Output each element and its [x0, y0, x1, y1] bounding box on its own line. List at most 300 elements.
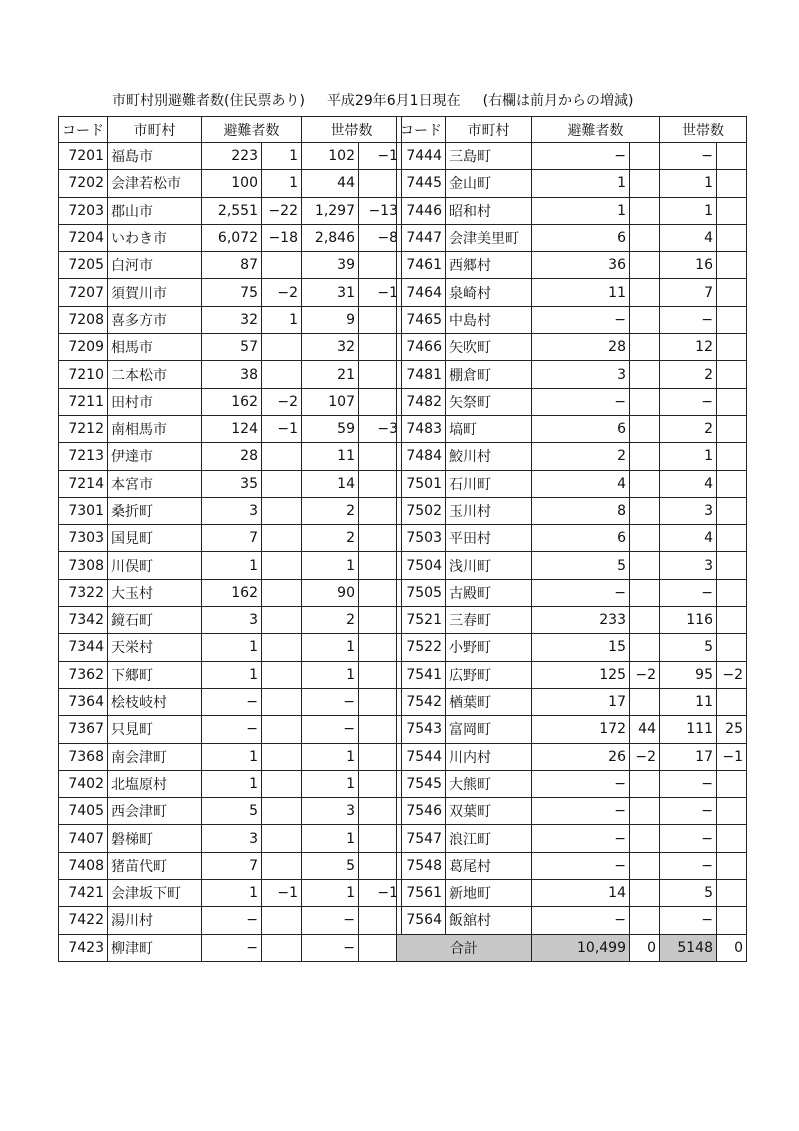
evacuees-change-cell: 1	[262, 143, 302, 170]
code-cell: 7367	[59, 716, 108, 743]
header-municipality: 市町村	[446, 117, 532, 143]
evacuees-change-cell	[262, 525, 302, 552]
evacuees-cell: 100	[202, 170, 262, 197]
households-change-cell	[717, 334, 747, 361]
evacuees-change-cell	[630, 197, 660, 224]
households-change-cell	[717, 798, 747, 825]
table-row	[397, 170, 747, 197]
code-cell: 7482	[397, 388, 446, 415]
households-cell: 5	[660, 634, 717, 661]
municipality-cell: 猪苗代町	[108, 852, 202, 879]
households-cell: 12	[660, 334, 717, 361]
households-cell: 4	[660, 224, 717, 251]
municipality-cell: 新地町	[446, 880, 532, 907]
table-row	[59, 716, 402, 743]
table-row	[59, 197, 402, 224]
table-row	[397, 470, 747, 497]
table-row	[397, 415, 747, 442]
households-cell: −	[660, 798, 717, 825]
evacuees-change-cell	[262, 852, 302, 879]
households-cell: 5	[302, 852, 359, 879]
total-label: 合計	[397, 934, 532, 961]
households-change-cell: −1	[359, 279, 402, 306]
municipality-cell: 中島村	[446, 306, 532, 333]
total-evacuees: 10,499	[532, 934, 630, 961]
municipality-cell: 本宮市	[108, 470, 202, 497]
evacuees-cell: 7	[202, 525, 262, 552]
municipality-cell: 南相馬市	[108, 415, 202, 442]
evacuees-cell: 11	[532, 279, 630, 306]
evacuees-cell: 3	[202, 497, 262, 524]
evacuees-cell: 6	[532, 224, 630, 251]
evacuees-cell: 87	[202, 252, 262, 279]
households-cell: 1	[302, 770, 359, 797]
households-cell: 16	[660, 252, 717, 279]
evacuees-change-cell	[630, 798, 660, 825]
table-row	[397, 361, 747, 388]
municipality-cell: 会津坂下町	[108, 880, 202, 907]
households-cell: −	[660, 852, 717, 879]
households-change-cell	[717, 388, 747, 415]
header-evacuees: 避難者数	[202, 117, 302, 143]
evacuees-cell: −	[532, 907, 630, 934]
households-cell: 1	[302, 880, 359, 907]
households-cell: 59	[302, 415, 359, 442]
evacuees-change-cell	[630, 224, 660, 251]
households-change-cell: −1	[359, 143, 402, 170]
code-cell: 7364	[59, 688, 108, 715]
households-cell: 1,297	[302, 197, 359, 224]
evacuees-change-cell	[262, 634, 302, 661]
evacuees-change-cell	[630, 279, 660, 306]
evacuees-change-cell	[630, 334, 660, 361]
households-cell: −	[302, 907, 359, 934]
households-cell: 111	[660, 716, 717, 743]
households-cell: 1	[660, 197, 717, 224]
municipality-cell: 富岡町	[446, 716, 532, 743]
evacuees-change-cell	[262, 688, 302, 715]
municipality-cell: 磐梯町	[108, 825, 202, 852]
table-row	[397, 798, 747, 825]
evacuees-cell: −	[532, 852, 630, 879]
header-municipality: 市町村	[108, 117, 202, 143]
households-change-cell: −1	[359, 880, 402, 907]
evacuees-change-cell	[630, 552, 660, 579]
table-row	[397, 552, 747, 579]
code-cell: 7308	[59, 552, 108, 579]
households-change-cell	[717, 443, 747, 470]
total-row	[397, 934, 747, 961]
code-cell: 7541	[397, 661, 446, 688]
households-cell: 2,846	[302, 224, 359, 251]
table-row	[397, 688, 747, 715]
evacuees-change-cell: −2	[262, 279, 302, 306]
households-cell: −	[660, 579, 717, 606]
evacuees-change-cell	[262, 716, 302, 743]
change-note: (右欄は前月からの増減)	[482, 93, 634, 109]
table-row	[59, 743, 402, 770]
households-cell: −	[660, 770, 717, 797]
code-cell: 7344	[59, 634, 108, 661]
table-row	[397, 279, 747, 306]
code-cell: 7504	[397, 552, 446, 579]
evacuees-cell: 3	[202, 607, 262, 634]
code-cell: 7546	[397, 798, 446, 825]
households-cell: 44	[302, 170, 359, 197]
evacuees-change-cell	[262, 443, 302, 470]
municipality-cell: 白河市	[108, 252, 202, 279]
evacuees-change-cell	[630, 443, 660, 470]
households-change-cell	[717, 497, 747, 524]
households-cell: −	[302, 934, 359, 961]
municipality-cell: 三春町	[446, 607, 532, 634]
right-table	[396, 116, 747, 962]
evacuees-change-cell: −2	[262, 388, 302, 415]
municipality-cell: 会津若松市	[108, 170, 202, 197]
households-change-cell	[717, 607, 747, 634]
evacuees-change-cell	[630, 388, 660, 415]
households-change-cell	[717, 224, 747, 251]
total-evacuees-change: 0	[630, 934, 660, 961]
code-cell: 7545	[397, 770, 446, 797]
households-change-cell	[717, 170, 747, 197]
households-change-cell: −13	[359, 197, 402, 224]
evacuees-change-cell	[262, 907, 302, 934]
code-cell: 7301	[59, 497, 108, 524]
municipality-cell: 大玉村	[108, 579, 202, 606]
code-cell: 7502	[397, 497, 446, 524]
households-change-cell	[717, 279, 747, 306]
municipality-cell: 小野町	[446, 634, 532, 661]
code-cell: 7368	[59, 743, 108, 770]
households-cell: 3	[660, 497, 717, 524]
table-row	[59, 552, 402, 579]
table-row	[59, 252, 402, 279]
municipality-cell: 喜多方市	[108, 306, 202, 333]
evacuees-cell: 223	[202, 143, 262, 170]
table-row	[59, 334, 402, 361]
municipality-cell: 柳津町	[108, 934, 202, 961]
table-row	[397, 907, 747, 934]
municipality-cell: 伊達市	[108, 443, 202, 470]
evacuees-cell: 26	[532, 743, 630, 770]
municipality-cell: 泉崎村	[446, 279, 532, 306]
households-change-cell	[717, 579, 747, 606]
evacuees-cell: 233	[532, 607, 630, 634]
table-row	[59, 907, 402, 934]
municipality-cell: 天栄村	[108, 634, 202, 661]
evacuees-cell: 17	[532, 688, 630, 715]
evacuees-cell: 75	[202, 279, 262, 306]
table-row	[59, 443, 402, 470]
evacuees-cell: 38	[202, 361, 262, 388]
municipality-cell: 広野町	[446, 661, 532, 688]
table-row	[397, 443, 747, 470]
evacuees-change-cell	[630, 770, 660, 797]
evacuees-cell: 1	[202, 880, 262, 907]
table-row	[59, 415, 402, 442]
evacuees-cell: 3	[202, 825, 262, 852]
municipality-cell: 田村市	[108, 388, 202, 415]
evacuees-change-cell: −1	[262, 415, 302, 442]
evacuees-change-cell	[262, 798, 302, 825]
municipality-cell: 塙町	[446, 415, 532, 442]
evacuees-change-cell	[262, 661, 302, 688]
municipality-cell: 南会津町	[108, 743, 202, 770]
households-cell: 7	[660, 279, 717, 306]
right-header-row	[397, 117, 747, 143]
table-row	[59, 170, 402, 197]
municipality-cell: 昭和村	[446, 197, 532, 224]
municipality-cell: 飯舘村	[446, 907, 532, 934]
municipality-cell: 湯川村	[108, 907, 202, 934]
header-households: 世帯数	[302, 117, 402, 143]
code-cell: 7446	[397, 197, 446, 224]
households-cell: 31	[302, 279, 359, 306]
code-cell: 7342	[59, 607, 108, 634]
municipality-cell: 金山町	[446, 170, 532, 197]
households-change-cell	[717, 252, 747, 279]
evacuees-change-cell	[630, 497, 660, 524]
municipality-cell: 西会津町	[108, 798, 202, 825]
households-change-cell	[717, 361, 747, 388]
households-change-cell	[717, 306, 747, 333]
code-cell: 7204	[59, 224, 108, 251]
table-row	[59, 306, 402, 333]
evacuees-cell: 1	[532, 170, 630, 197]
table-row	[59, 688, 402, 715]
evacuees-change-cell	[630, 415, 660, 442]
evacuees-cell: −	[532, 306, 630, 333]
households-change-cell	[717, 525, 747, 552]
evacuees-change-cell	[630, 634, 660, 661]
code-cell: 7213	[59, 443, 108, 470]
municipality-cell: 古殿町	[446, 579, 532, 606]
households-cell: −	[660, 143, 717, 170]
households-change-cell: 25	[717, 716, 747, 743]
evacuees-change-cell	[262, 497, 302, 524]
evacuees-cell: −	[532, 388, 630, 415]
municipality-cell: いわき市	[108, 224, 202, 251]
households-change-cell	[717, 552, 747, 579]
municipality-cell: 鏡石町	[108, 607, 202, 634]
households-change-cell: −1	[717, 743, 747, 770]
municipality-cell: 相馬市	[108, 334, 202, 361]
code-cell: 7505	[397, 579, 446, 606]
table-row	[59, 525, 402, 552]
code-cell: 7303	[59, 525, 108, 552]
table-row	[59, 798, 402, 825]
table-row	[59, 361, 402, 388]
evacuees-change-cell: 44	[630, 716, 660, 743]
municipality-cell: 北塩原村	[108, 770, 202, 797]
document-header	[112, 90, 634, 110]
evacuees-change-cell	[630, 688, 660, 715]
evacuees-cell: 6,072	[202, 224, 262, 251]
code-cell: 7423	[59, 934, 108, 961]
households-change-cell	[717, 415, 747, 442]
code-cell: 7447	[397, 224, 446, 251]
code-cell: 7503	[397, 525, 446, 552]
municipality-cell: 二本松市	[108, 361, 202, 388]
evacuees-change-cell	[262, 552, 302, 579]
evacuees-change-cell	[630, 607, 660, 634]
households-change-cell: −8	[359, 224, 402, 251]
code-cell: 7405	[59, 798, 108, 825]
municipality-cell: 石川町	[446, 470, 532, 497]
table-row	[59, 279, 402, 306]
evacuees-cell: −	[202, 907, 262, 934]
evacuees-cell: −	[532, 798, 630, 825]
table-row	[397, 634, 747, 661]
households-cell: 1	[302, 552, 359, 579]
evacuees-change-cell	[630, 306, 660, 333]
municipality-cell: 川内村	[446, 743, 532, 770]
code-cell: 7408	[59, 852, 108, 879]
households-cell: 32	[302, 334, 359, 361]
municipality-cell: 鮫川村	[446, 443, 532, 470]
evacuees-change-cell	[630, 525, 660, 552]
households-cell: 107	[302, 388, 359, 415]
evacuees-cell: 3	[532, 361, 630, 388]
households-change-cell	[717, 770, 747, 797]
evacuees-change-cell	[630, 361, 660, 388]
municipality-cell: 福島市	[108, 143, 202, 170]
evacuees-cell: 57	[202, 334, 262, 361]
evacuees-change-cell	[262, 470, 302, 497]
code-cell: 7445	[397, 170, 446, 197]
code-cell: 7484	[397, 443, 446, 470]
municipality-cell: 大熊町	[446, 770, 532, 797]
code-cell: 7501	[397, 470, 446, 497]
code-cell: 7201	[59, 143, 108, 170]
total-households: 5148	[660, 934, 717, 961]
table-row	[59, 388, 402, 415]
households-cell: 9	[302, 306, 359, 333]
households-change-cell	[717, 470, 747, 497]
households-cell: 39	[302, 252, 359, 279]
table-row	[59, 661, 402, 688]
code-cell: 7542	[397, 688, 446, 715]
evacuees-change-cell	[262, 361, 302, 388]
table-row	[59, 634, 402, 661]
evacuees-cell: −	[532, 579, 630, 606]
households-cell: 1	[302, 825, 359, 852]
households-change-cell	[717, 907, 747, 934]
code-cell: 7202	[59, 170, 108, 197]
code-cell: 7461	[397, 252, 446, 279]
evacuees-cell: 162	[202, 579, 262, 606]
table-row	[397, 579, 747, 606]
code-cell: 7481	[397, 361, 446, 388]
evacuees-cell: 1	[202, 552, 262, 579]
evacuees-change-cell: 1	[262, 306, 302, 333]
households-cell: 95	[660, 661, 717, 688]
code-cell: 7422	[59, 907, 108, 934]
table-row	[59, 224, 402, 251]
households-cell: 3	[660, 552, 717, 579]
evacuees-cell: 5	[202, 798, 262, 825]
municipality-cell: 郡山市	[108, 197, 202, 224]
municipality-cell: 矢吹町	[446, 334, 532, 361]
evacuees-change-cell	[262, 770, 302, 797]
households-change-cell	[717, 688, 747, 715]
evacuees-change-cell	[262, 334, 302, 361]
households-change-cell	[717, 197, 747, 224]
evacuees-cell: 125	[532, 661, 630, 688]
evacuees-cell: 28	[202, 443, 262, 470]
code-cell: 7522	[397, 634, 446, 661]
left-table	[58, 116, 402, 962]
municipality-cell: 浪江町	[446, 825, 532, 852]
households-cell: 11	[302, 443, 359, 470]
evacuees-cell: −	[532, 770, 630, 797]
evacuees-cell: 14	[532, 880, 630, 907]
evacuees-cell: −	[532, 143, 630, 170]
evacuees-cell: 28	[532, 334, 630, 361]
evacuees-change-cell	[262, 743, 302, 770]
municipality-cell: 三島町	[446, 143, 532, 170]
header-evacuees: 避難者数	[532, 117, 660, 143]
table-row	[397, 607, 747, 634]
code-cell: 7322	[59, 579, 108, 606]
households-cell: 1	[302, 661, 359, 688]
code-cell: 7564	[397, 907, 446, 934]
evacuees-cell: 36	[532, 252, 630, 279]
table-row	[397, 825, 747, 852]
households-change-cell	[717, 825, 747, 852]
households-cell: 116	[660, 607, 717, 634]
evacuees-cell: 4	[532, 470, 630, 497]
code-cell: 7214	[59, 470, 108, 497]
table-row	[397, 197, 747, 224]
code-cell: 7547	[397, 825, 446, 852]
municipality-cell: 会津美里町	[446, 224, 532, 251]
evacuees-change-cell: −2	[630, 743, 660, 770]
evacuees-cell: 7	[202, 852, 262, 879]
code-cell: 7212	[59, 415, 108, 442]
evacuees-cell: 1	[202, 770, 262, 797]
evacuees-cell: 35	[202, 470, 262, 497]
table-row	[397, 852, 747, 879]
evacuees-cell: 124	[202, 415, 262, 442]
municipality-cell: 双葉町	[446, 798, 532, 825]
households-cell: 1	[302, 634, 359, 661]
evacuees-cell: −	[202, 934, 262, 961]
households-cell: 2	[302, 525, 359, 552]
evacuees-change-cell	[630, 880, 660, 907]
households-change-cell: −3	[359, 415, 402, 442]
households-cell: −	[660, 825, 717, 852]
evacuees-change-cell	[262, 579, 302, 606]
evacuees-change-cell	[630, 825, 660, 852]
evacuees-change-cell: −18	[262, 224, 302, 251]
code-cell: 7521	[397, 607, 446, 634]
evacuees-cell: 1	[532, 197, 630, 224]
evacuees-cell: 6	[532, 415, 630, 442]
municipality-cell: 下郷町	[108, 661, 202, 688]
code-cell: 7211	[59, 388, 108, 415]
table-row	[397, 716, 747, 743]
evacuees-change-cell: 1	[262, 170, 302, 197]
households-cell: 5	[660, 880, 717, 907]
households-cell: 3	[302, 798, 359, 825]
households-cell: 21	[302, 361, 359, 388]
households-cell: 2	[660, 415, 717, 442]
code-cell: 7208	[59, 306, 108, 333]
municipality-cell: 浅川町	[446, 552, 532, 579]
table-row	[59, 852, 402, 879]
